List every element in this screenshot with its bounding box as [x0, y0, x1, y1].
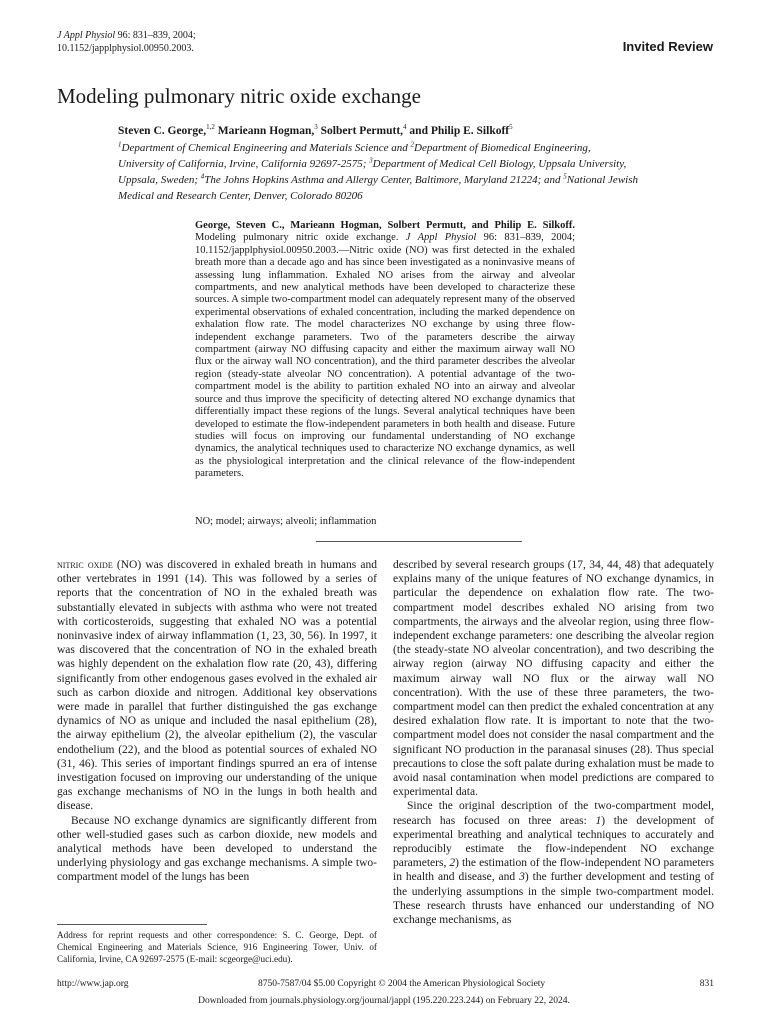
body-column-right	[393, 558, 714, 927]
author-name: Marieann Hogman,	[214, 125, 315, 137]
body-paragraph: described by several research groups (17, 34, 44, 48) that adequately explains many of the unique features of NO exchange dynamics, in particular the dependence on exhalation flow rate. The two-compartment model describes exhaled NO arising from two compartments, the airways and the alveolar region, using three flow-independent exchange parameters: one describing the alveolar region (the steady-state NO alveolar concentration), and two describing the airway region (airway NO diffusing capacity and either the maximum airway wall NO flux or the airway wall NO concentration). With the use of these three parameters, the two-compartment model can then predict the exhaled concentration at any desired exhalation flow rate. It is important to note that the two-compartment model does not consider the nasal compartment and the significant NO production in the paranasal sinuses (28). Thus special precautions to close the soft palate during exhalation must be made to avoid nasal contamination when model predictions are compared to experimental data.	[393, 559, 714, 799]
affil-text: Department of Medical Cell Biology, Uppsala University, Uppsala, Sweden;	[118, 158, 627, 186]
lead-word: nitric oxide	[57, 559, 113, 571]
author-affil-sup: 5	[509, 123, 513, 132]
author-list	[118, 125, 513, 137]
abstract-citation-rest: 96: 831–839, 2004; 10.1152/japplphysiol.00950.2003.—	[195, 232, 575, 256]
affiliations	[118, 140, 638, 204]
body-paragraph	[57, 558, 377, 814]
paragraph-text: (NO) was discovered in exhaled breath in humans and other vertebrates in 1991 (14). This was followed by a series of reports that the concentration of NO in the exhaled breath was substantially elevated in subjects with asthma who were not treated with corticosteroids, suggesting that exhaled NO was a potential noninvasive index of airway inflammation (1, 23, 30, 56). In 1997, it was discovered that the concentration of NO in the exhaled breath was highly dependent on the exhalation flow rate (20, 43), differing significantly from other endogenous gases evolved in the exhaled air such as carbon dioxide and nitrogen. Additional key observations were made in parallel that further distinguished the gas exchange dynamics of NO as unique and included the nasal epithelium (28), the airway epithelium (2), the alveolar epithelium (2), the vascular endothelium (22), and the blood as potential sources of exhaled NO (31, 46). This series of important findings spurred an era of intense investigation focused on improving our understanding of the unique gas exchange mechanisms of NO in the lungs in both health and disease.	[57, 559, 377, 813]
journal-reference	[57, 29, 196, 55]
abstract-text: Nitric oxide (NO) was first detected in the exhaled breath more than a decade ago and has since been investigated as a noninvasive means of assessing lung inflammation. Exhaled NO arises from the airway and alveolar compartments, and new analytical methods have been developed to characterize these sources. A simple two-compartment model can adequately represent many of the observed experimental observations of exhaled concentration, including the marked dependence on exhalation flow rate. The model characterizes NO exchange by using three flow-independent exchange parameters. Two of the parameters describe the airway compartment (airway NO diffusing capacity and either the maximum airway wall NO flux or the airway wall NO concentration), and the third parameter describes the alveolar region (steady-state alveolar NO concentration). A potential advantage of the two-compartment model is the ability to partition exhaled NO into an airway and alveolar source and thus improve the specificity of detecting altered NO exchange dynamics that differentially impact these regions of the lungs. Several analytical techniques have been developed to estimate the flow-independent parameters in both health and disease. Future studies will focus on improving our fundamental understanding of NO exchange dynamics, the analytical techniques used to characterize NO exchange dynamics, as well as the physiological interpretation and the clinical relevance of the flow-independent parameters.	[195, 244, 575, 480]
article-title: Modeling pulmonary nitric oxide exchange	[57, 84, 421, 108]
body-paragraph	[393, 799, 714, 927]
footnote-divider	[57, 924, 207, 925]
list-number: 3	[519, 871, 525, 884]
list-number: 1	[595, 814, 602, 827]
paragraph-text: ) the estimation of the flow-independent NO parameters in health and disease, and	[393, 857, 714, 884]
download-notice: Downloaded from journals.physiology.org/journal/jappl (195.220.223.244) on February 22, 2024.	[198, 996, 570, 1006]
section-label: Invited Review	[622, 39, 713, 54]
author-affil-sup: 1,2	[206, 123, 215, 132]
abstract-authors: George, Steven C., Marieann Hogman, Solbert Permutt, and Philip E. Silkoff.	[195, 220, 575, 231]
correspondence-footnote: Address for reprint requests and other correspondence: S. C. George, Dept. of Chemical Engineering and Materials Science, 916 Engineering Tower, Univ. of California, Irvine, CA 92697-2575 (E-mail: scgeorge@uci.edu).	[57, 930, 377, 964]
paragraph-text: Since the original description of the two-compartment model, research has focused on three areas:	[393, 800, 714, 827]
abstract-citation: Modeling pulmonary nitric oxide exchange.	[195, 232, 406, 244]
abstract-divider	[316, 541, 522, 542]
author-affil-sup: 3	[314, 123, 318, 132]
author-name: Solbert Permutt,	[317, 125, 404, 137]
paragraph-text: ) the development of experimental breathing and analytical techniques to accurately and reproducibly estimate the flow-independent NO exchange parameters,	[393, 814, 714, 870]
list-number: 2	[449, 857, 456, 870]
affil-sup: 1	[118, 140, 122, 149]
author-affil-sup: 4	[403, 123, 407, 132]
body-column-left	[57, 558, 377, 885]
affil-text: Department of Biomedical Engineering, University of California, Irvine, California 92697-2575;	[118, 142, 591, 170]
copyright-line: 8750-7587/04 $5.00 Copyright © 2004 the American Physiological Society	[258, 979, 546, 989]
journal-citation: 96: 831–839, 2004;	[115, 30, 196, 41]
affil-text: The Johns Hopkins Asthma and Allergy Center, Baltimore, Maryland 21224; and	[204, 174, 564, 186]
abstract-journal: J Appl Physiol	[405, 232, 477, 244]
body-paragraph: Because NO exchange dynamics are significantly different from other well-studied gases such as carbon dioxide, new models and analytical methods have been developed to understand the underlying physiology and gas exchange mechanisms. A simple two-compartment model of the lungs has been	[57, 814, 377, 884]
affil-text: Department of Chemical Engineering and Materials Science and	[121, 142, 411, 154]
journal-name: J Appl Physiol	[57, 30, 116, 41]
abstract	[195, 220, 575, 481]
affil-sup: 2	[410, 140, 414, 149]
paragraph-text: ) the further development and testing of the underlying assumptions in the simple two-compartment model. These research thrusts have enhanced our understanding of NO exchange mechanisms, as	[393, 871, 714, 927]
page-number: 831	[699, 979, 714, 989]
author-name: Steven C. George,	[118, 125, 207, 137]
author-name: and Philip E. Silkoff	[406, 125, 510, 137]
affil-sup: 5	[563, 172, 567, 181]
journal-url-link[interactable]: http://www.jap.org	[57, 979, 129, 989]
keywords: NO; model; airways; alveoli; inflammation	[195, 516, 377, 527]
affil-sup: 3	[369, 156, 373, 165]
doi: 10.1152/japplphysiol.00950.2003.	[57, 43, 194, 54]
affil-sup: 4	[200, 172, 205, 181]
affil-text: National Jewish Medical and Research Center, Denver, Colorado 80206	[118, 174, 638, 202]
